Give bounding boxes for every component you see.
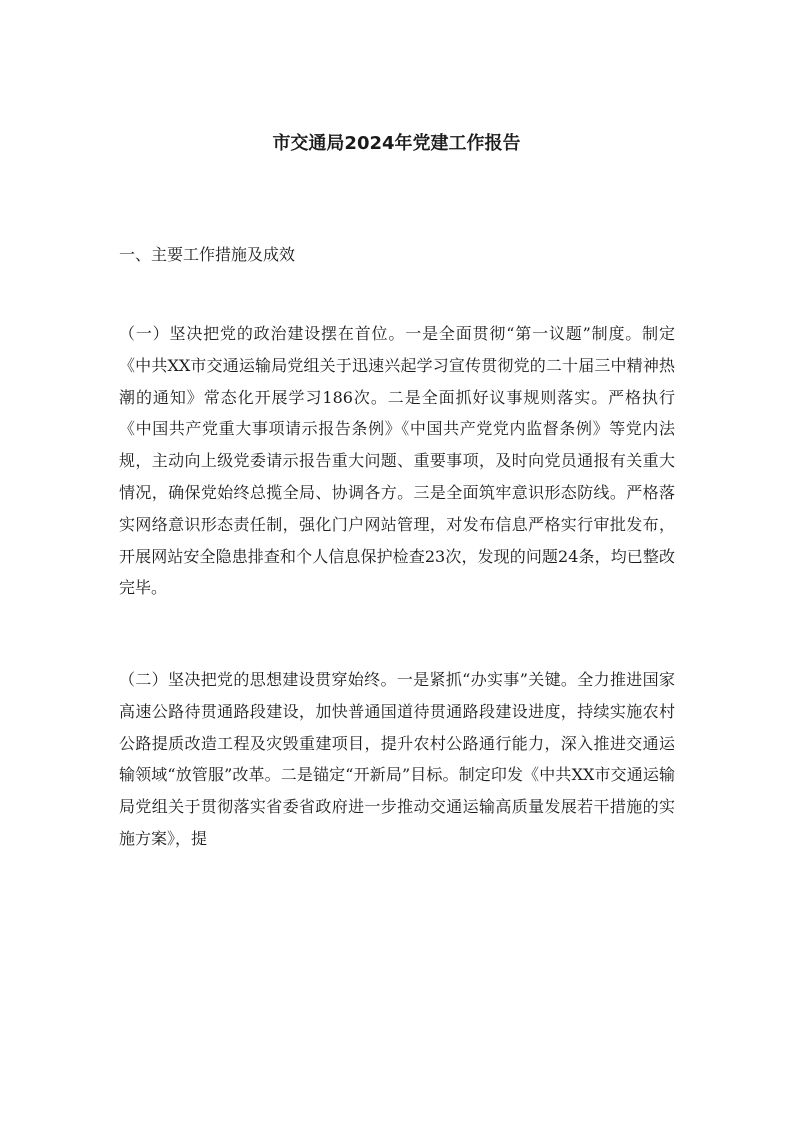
paragraph-ideological-building: （二）坚决把党的思想建设贯穿始终。一是紧抓“办实事”关键。全力推进国家高速公路待贯通路段建设，加快普通国道待贯通路段建设进度，持续实施农村公路提质改造工程及灾毁重建项目，提升农村公路通行能力，深入推进交通运输领域“放管服”改革。二是锚定“开新局”目标。制定印发《中共XX市交通运输局党组关于贯彻落实省委省政府进一步推动交通运输高质量发展若干措施的实施方案》，提 bbox=[119, 670, 675, 848]
document-title: 市交通局2024年党建工作报告 bbox=[272, 133, 521, 154]
paragraph-political-building: （一）坚决把党的政治建设摆在首位。一是全面贯彻“第一议题”制度。制定《中共XX市交通运输局党组关于迅速兴起学习宣传贯彻党的二十届三中精神热潮的通知》常态化开展学习186次。二是全面抓好议事规则落实。严格执行《中国共产党重大事项请示报告条例》《中国共产党党内监督条例》等党内法规，主动向上级党委请示报告重大问题、重要事项，及时向党员通报有关重大情况，确保党始终总揽全局、协调各方。三是全面筑牢意识形态防线。严格落实网络意识形态责任制，强化门户网站管理，对发布信息严格实行审批发布，开展网站安全隐患排查和个人信息保护检查23次，发现的问题24条，均已整改完毕。 bbox=[119, 324, 675, 598]
section-heading: 一、主要工作措施及成效 bbox=[119, 245, 296, 264]
